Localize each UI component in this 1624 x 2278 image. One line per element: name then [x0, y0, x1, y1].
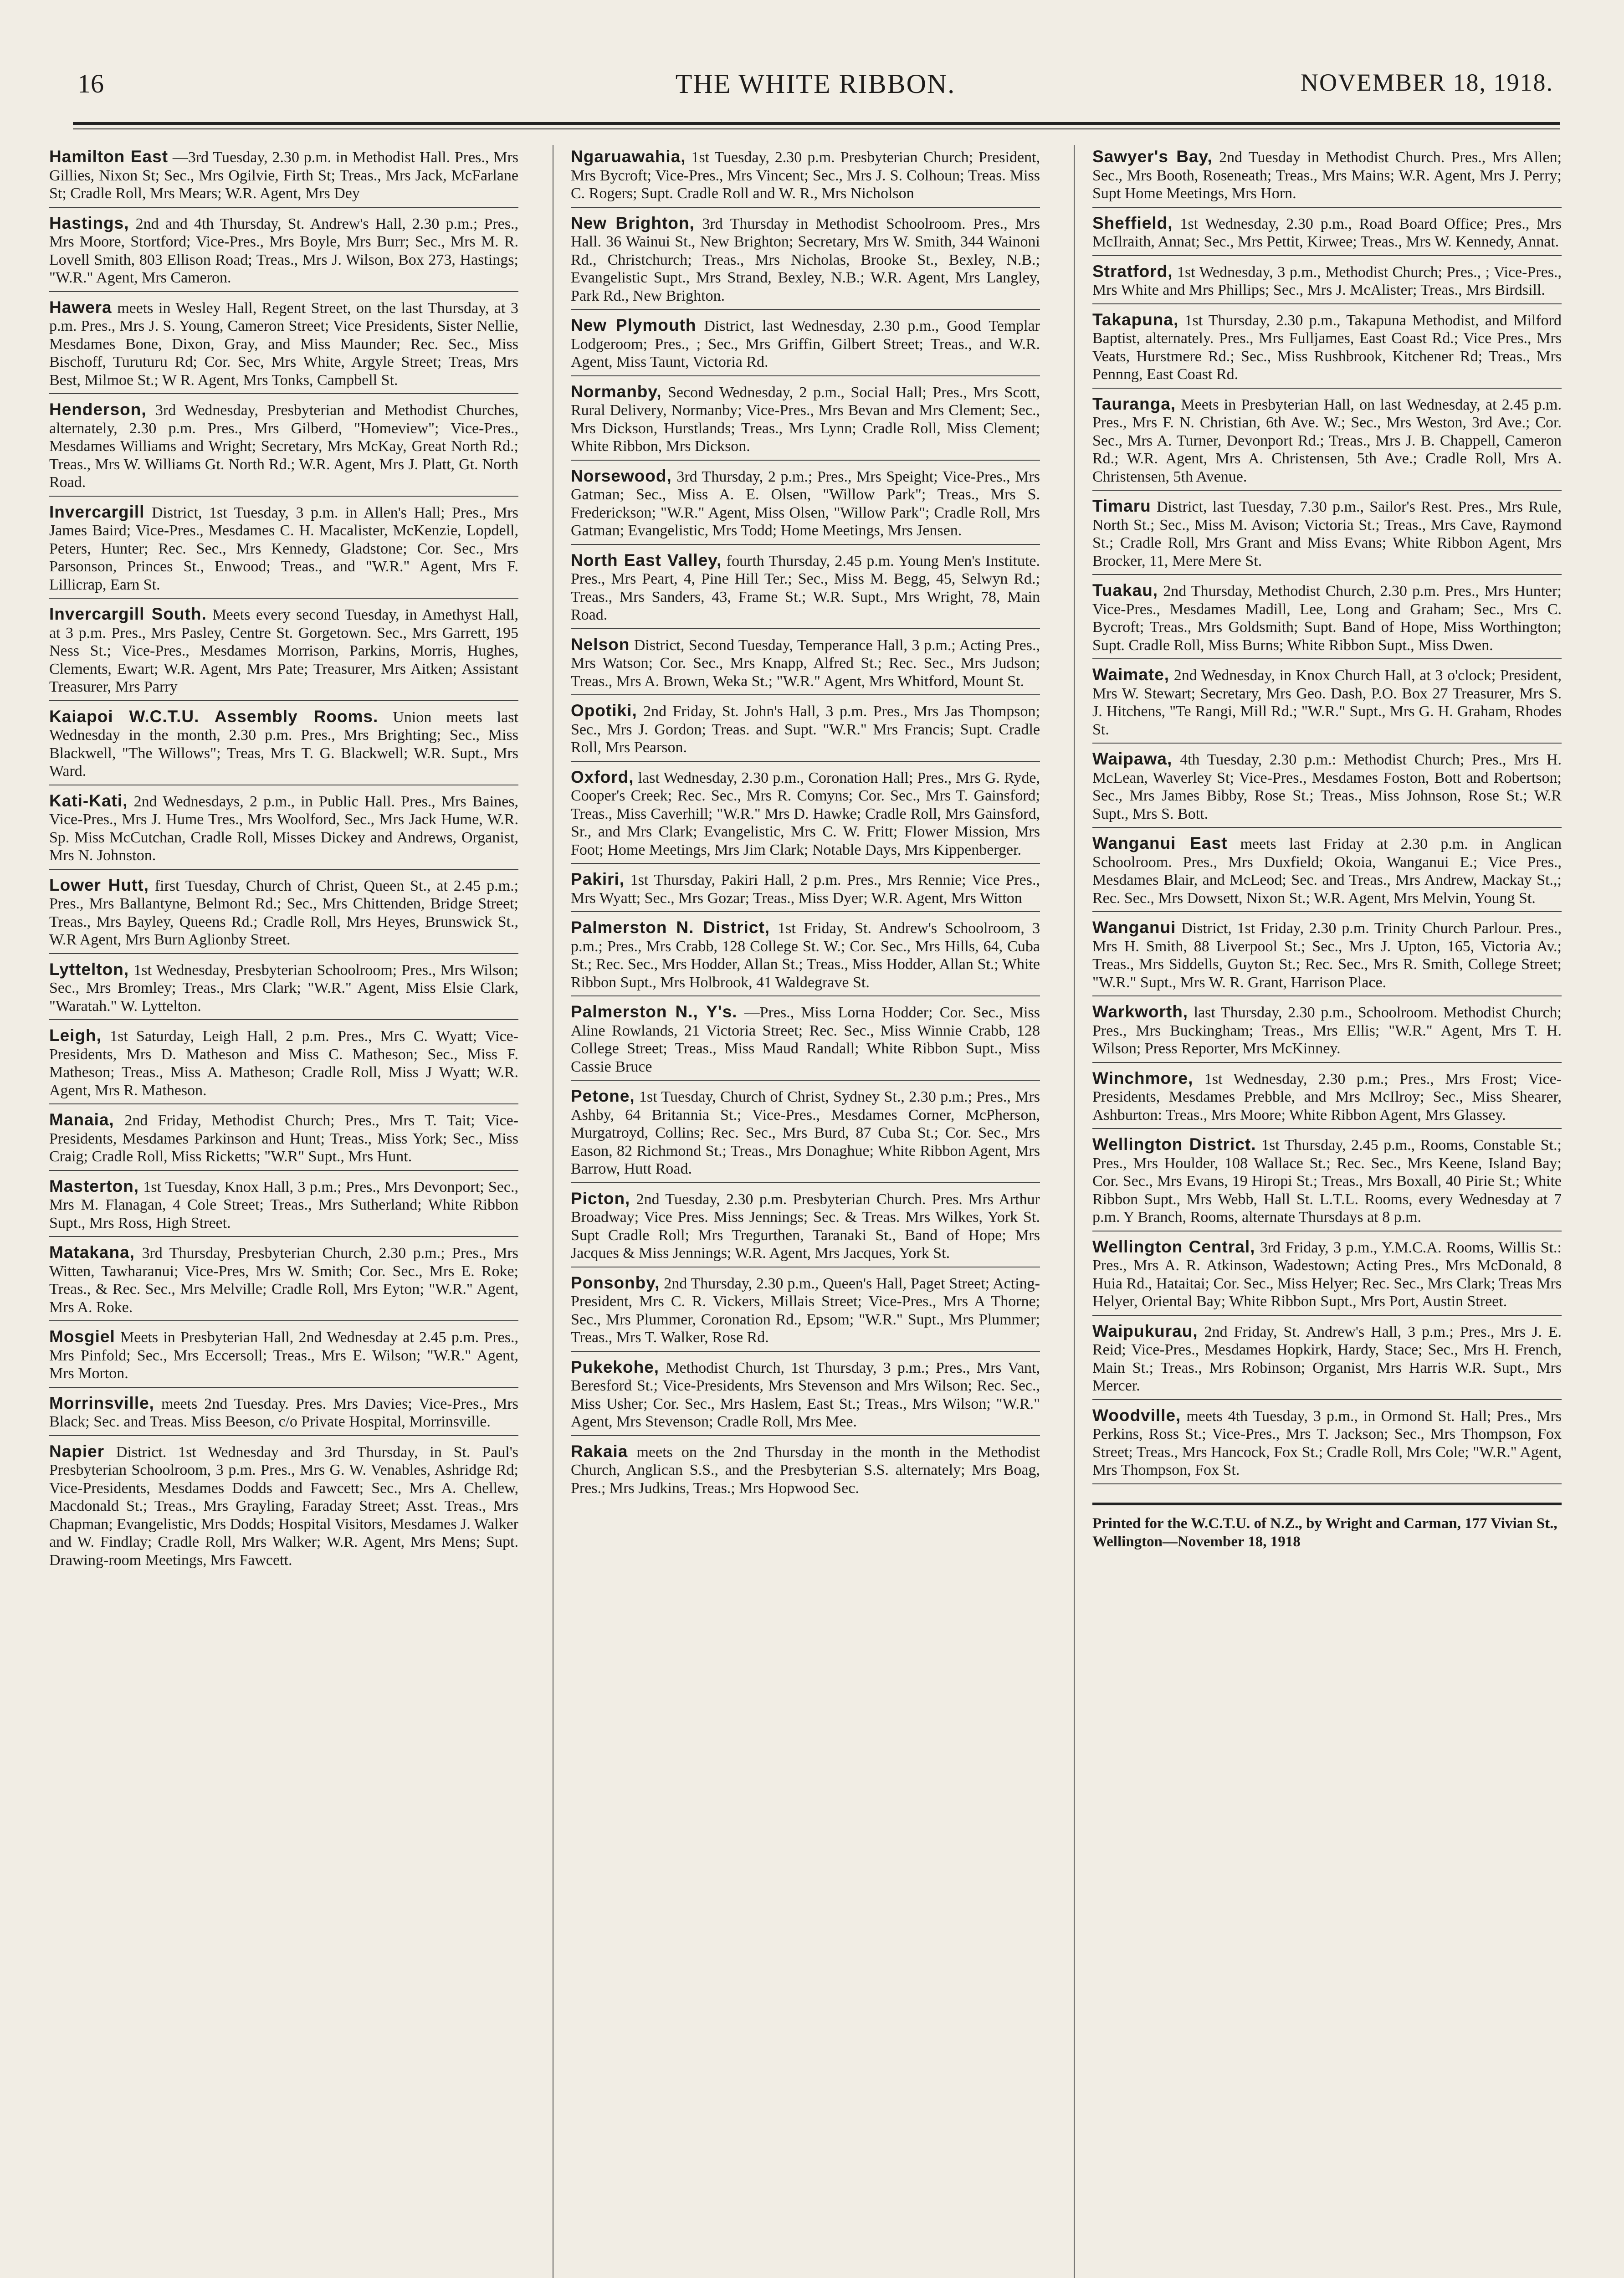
- branch-entry: [571, 867, 1040, 912]
- branch-details: 2nd Thursday, 2.30 p.m., Queen's Hall, Paget Street; Acting-President, Mrs C. R. Vickers, Millais Street; Vice-Pres., Mrs A Thorne; Sec., Mrs Plummer, Coronation Rd., Epsom; "W.R." Supt., Mrs Plummer; Treas., Mrs T. Walker, Rose Rd.: [571, 1275, 1040, 1346]
- branch-name: Kati-Kati,: [49, 791, 128, 810]
- branch-name: Picton,: [571, 1189, 630, 1208]
- branch-details: District, 1st Friday, 2.30 p.m. Trinity Church Parlour. Pres., Mrs H. Smith, 88 Liverpool St.; Sec., Mrs J. Upton, 165, Victoria Av.; Treas., Mrs Siddells, Guyton St.; Rec. Sec., Mrs R. Smith, College Street; "W.R." Supt., Mrs W. R. Grant, Harrison Place.: [1092, 920, 1562, 991]
- branch-details: 1st Wednesday, 2.30 p.m.; Pres., Mrs Frost; Vice-Presidents, Mesdames Prebble, and Mrs McIlroy; Sec., Miss Shearer, Ashburton: Treas., Mrs Moore; White Ribbon Agent, Mrs Glassey.: [1092, 1070, 1562, 1124]
- branch-details: 2nd Wednesdays, 2 p.m., in Public Hall. Pres., Mrs Baines, Vice-Pres., Mrs J. Hume Tres., Mrs Woolford, Sec., Mrs Jack Hume, W.R. Sp. Miss McCutchan, Cradle Roll, Misses Dickey and Andrews, Organist, Mrs N. Johnston.: [49, 793, 518, 864]
- branch-name: Invercargill South.: [49, 605, 207, 623]
- branch-entry: [49, 958, 518, 1021]
- branch-name: Morrinsville,: [49, 1393, 154, 1412]
- branch-name: Ngaruawahia,: [571, 147, 686, 166]
- branch-name: Ponsonby,: [571, 1273, 660, 1292]
- branch-details: meets 2nd Tuesday. Pres. Mrs Davies; Vice-Pres., Mrs Black; Sec. and Treas. Miss Beeson, c/o Private Hospital, Morrinsville.: [49, 1395, 518, 1430]
- branch-details: District, Second Tuesday, Temperance Hall, 3 p.m.; Acting Pres., Mrs Watson; Cor. Sec., Mrs Knapp, Alfred St.; Rec. Sec., Mrs Judson; Treas., Mrs A. Brown, Weka St.; "W.R." Agent, Mrs Whitford, Mount St.: [571, 636, 1040, 690]
- column-2: [571, 145, 1040, 2278]
- branch-details: 4th Tuesday, 2.30 p.m.: Methodist Church; Pres., Mrs H. McLean, Waverley St; Vice-Pres., Mesdames Foston, Bott and Robertson; Sec., Mrs James Bibby, Rose St.; Treas., Miss Johnson, Rose St.; W.R Supt., Mrs S. Bott.: [1092, 751, 1562, 822]
- branch-entry: [571, 1355, 1040, 1436]
- printer-note: Printed for the W.C.T.U. of N.Z., by Wright and Carman, 177 Vivian St., Wellington—November 18, 1918: [1092, 1503, 1562, 1551]
- branch-entry: [49, 602, 518, 701]
- branch-entry: [571, 1271, 1040, 1352]
- branch-entry: [1092, 1319, 1562, 1400]
- branch-entry: [49, 1024, 518, 1104]
- branch-entry: [49, 1440, 518, 1574]
- branch-details: last Wednesday, 2.30 p.m., Coronation Hall; Pres., Mrs G. Ryde, Cooper's Creek; Rec. Sec., Mrs R. Comyns; Cor. Sec., Mrs T. Gainsford; Treas., Miss Caverhill; "W.R." Mrs D. Hawke; Cradle Roll, Mrs Gainsford, Sr., and Mrs Clark; Evangelistic, Mrs C. W. Fritt; Flower Mission, Mrs Foot; Home Meetings, Mrs Jim Clark; Notable Days, Mrs Kippenberger.: [571, 769, 1040, 858]
- branch-name: Mosgiel: [49, 1327, 115, 1346]
- branch-entry: [49, 873, 518, 954]
- branch-details: 2nd and 4th Thursday, St. Andrew's Hall, 2.30 p.m.; Pres., Mrs Moore, Stortford; Vice-Pres., Mrs Boyle, Mrs Burr; Sec., Mrs M. R. Lovell Smith, 803 Ellison Road; Treas., Mrs J. Wilson, Box 273, Hastings; "W.R." Agent, Mrs Cameron.: [49, 215, 518, 286]
- branch-entry: [49, 500, 518, 599]
- branch-name: Waipawa,: [1092, 749, 1173, 768]
- branch-entry: [1092, 1067, 1562, 1129]
- branch-entry: [1092, 1000, 1562, 1063]
- branch-details: 2nd Tuesday in Methodist Church. Pres., Mrs Allen; Sec., Mrs Booth, Roseneath; Treas., Mrs Mains; W.R. Agent, Mrs J. Perry; Supt Home Meetings, Mrs Horn.: [1092, 149, 1562, 202]
- branch-name: Palmerston N. District,: [571, 918, 770, 937]
- branch-entry: [49, 398, 518, 497]
- branch-name: Warkworth,: [1092, 1002, 1189, 1021]
- branch-entry: [1092, 211, 1562, 256]
- branch-name: Leigh,: [49, 1026, 102, 1045]
- branch-entry: [1092, 663, 1562, 744]
- branch-entry: [571, 633, 1040, 696]
- column-1: [49, 145, 518, 2278]
- branch-name: Sawyer's Bay,: [1092, 147, 1213, 166]
- branch-details: District, 1st Tuesday, 3 p.m. in Allen's Hall; Pres., Mrs James Baird; Vice-Pres., Mesdames C. H. Macalister, McKenzie, Lopdell, Peters, Hunter; Rec. Sec., Mrs Kennedy, Gladstone; Cor. Sec., Mrs Parsonson, Princes St., Enwood; Treas., and "W.R." Agent, Mrs F. Lillicrap, Earn St.: [49, 504, 518, 593]
- branch-entry: [1092, 916, 1562, 996]
- branch-entry: [571, 145, 1040, 208]
- branch-name: Pukekohe,: [571, 1357, 660, 1376]
- branch-entry: [49, 1391, 518, 1436]
- branch-entry: [571, 916, 1040, 996]
- branch-details: Union meets last Wednesday in the month, 2.30 p.m. Pres., Mrs Brighting; Sec., Miss Blackwell, "The Willows"; Treas, Mrs T. G. Blackwell; W.R. Supt., Mrs Ward.: [49, 708, 518, 780]
- branch-name: Opotiki,: [571, 701, 637, 720]
- newspaper-title: THE WHITE RIBBON.: [675, 69, 956, 99]
- branch-details: District, last Tuesday, 7.30 p.m., Sailor's Rest. Pres., Mrs Rule, North St.; Sec., Miss M. Avison; Victoria St.; Treas., Mrs Cave, Raymond St.; Cradle Roll, Mrs Grant and Miss Evans; White Ribbon Agent, Mrs Brocker, 11, Mere Mere St.: [1092, 498, 1562, 570]
- branch-name: Oxford,: [571, 767, 634, 786]
- branch-details: 2nd Wednesday, in Knox Church Hall, at 3 o'clock; President, Mrs W. Stewart; Secretary, Mrs Geo. Dash, P.O. Box 27 Treasurer, Mrs S. J. Hitchens, "Te Rangi, Mill Rd.; "W.R." Supt., Mrs G. H. Graham, Rhodes St.: [1092, 667, 1562, 738]
- branch-name: Invercargill: [49, 502, 145, 521]
- branch-name: Wanganui: [1092, 918, 1176, 937]
- branch-name: Lyttelton,: [49, 959, 129, 979]
- branch-details: 1st Thursday, Pakiri Hall, 2 p.m. Pres., Mrs Rennie; Vice Pres., Mrs Wyatt; Sec., Mrs Gozar; Treas., Miss Dyer; W.R. Agent, Mrs Witton: [571, 872, 1040, 907]
- branch-name: New Brighton,: [571, 213, 695, 232]
- branch-name: Hamilton East: [49, 147, 169, 166]
- branch-name: Stratford,: [1092, 262, 1173, 281]
- branch-name: Matakana,: [49, 1243, 135, 1262]
- branch-entry: [49, 789, 518, 870]
- page-number: 16: [77, 69, 104, 98]
- branch-entry: [1092, 392, 1562, 491]
- branch-details: 2nd Friday, St. John's Hall, 3 p.m. Pres., Mrs Jas Thompson; Sec., Mrs J. Gordon; Treas. and Supt. "W.R." Mrs Francis; Supt. Cradle Roll, Mrs Pearson.: [571, 703, 1040, 756]
- branch-entry: [571, 549, 1040, 629]
- branch-entry: [571, 765, 1040, 864]
- branch-name: Napier: [49, 1442, 105, 1461]
- branch-details: 1st Tuesday, Church of Christ, Sydney St., 2.30 p.m.; Pres., Mrs Ashby, 64 Britannia St.; Vice-Pres., Mesdames Corner, McPherson, Murgatroyd, Collins; Rec. Sec., Mrs Burd, 87 Cuba St.; Cor. Sec., Mrs Eason, 82 Richmond St.; Treas., Mrs Donaghue; White Ribbon Agent, Mrs Barrow, Hutt Road.: [571, 1088, 1040, 1177]
- branch-details: 3rd Wednesday, Presbyterian and Methodist Churches, alternately, 2.30 p.m. Pres., Mrs Gilberd, "Homeview"; Vice-Pres., Mesdames Williams and Wright; Secretary, Mrs McKay, Great North Rd.; Treas., Mrs W. Williams Gt. North Rd.; W.R. Agent, Mrs J. Platt, Gt. North Road.: [49, 402, 518, 491]
- branch-name: Palmerston N., Y's.: [571, 1002, 738, 1021]
- branch-details: meets in Wesley Hall, Regent Street, on the last Thursday, at 3 p.m. Pres., Mrs J. S. Young, Cameron Street; Vice Presidents, Sister Nellie, Mesdames Bone, Dixon, Gray, and Miss Maunder; Rec. Sec., Miss Bischoff, Turuturu Rd; Cor. Sec, Mrs White, Argyle Street; Treas, Mrs Best, Milmoe St.; W R. Agent, Mrs Tonks, Campbell St.: [49, 299, 518, 389]
- branch-details: 1st Wednesday, 2.30 p.m., Road Board Office; Pres., Mrs McIlraith, Annat; Sec., Mrs Pettit, Kirwee; Treas., Mrs W. Kennedy, Annat.: [1092, 215, 1562, 250]
- branch-name: Takapuna,: [1092, 310, 1179, 329]
- branch-name: Kaiapoi W.C.T.U. Assembly Rooms.: [49, 707, 379, 726]
- branch-details: first Tuesday, Church of Christ, Queen St., at 2.45 p.m.; Pres., Mrs Ballantyne, Belmont Rd.; Sec., Mrs Chittenden, Bridge Street; Treas., Mrs Bayley, Queens Rd.; Cradle Roll, Mrs Heyes, Brunswick St., W.R Agent, Mrs Burn Aglionby Street.: [49, 877, 518, 948]
- branch-entry: [49, 1108, 518, 1171]
- branch-name: Wellington Central,: [1092, 1237, 1255, 1256]
- branch-entry: [49, 211, 518, 292]
- branch-entry: [49, 1241, 518, 1321]
- branch-entry: [1092, 1133, 1562, 1231]
- branch-details: 2nd Tuesday, 2.30 p.m. Presbyterian Church. Pres. Mrs Arthur Broadway; Vice Pres. Miss Jennings; Sec. & Treas. Mrs Wilkes, York St. Supt Cradle Roll; Mrs Tregurthen, Taranaki St., Band of Hope; Mrs Jacques & Miss Jennings; W.R. Agent, Mrs Jacques, York St.: [571, 1190, 1040, 1262]
- branch-details: —3rd Tuesday, 2.30 p.m. in Methodist Hall. Pres., Mrs Gillies, Nixon St; Sec., Mrs Ogilvie, Firth St; Treas., Mrs Jack, McFarlane St; Cradle Roll, Mrs Mears; W.R. Agent, Mrs Dey: [49, 149, 518, 202]
- branch-name: Woodville,: [1092, 1406, 1181, 1425]
- branch-name: New Plymouth: [571, 316, 697, 334]
- branch-entry: [571, 211, 1040, 310]
- branch-details: 1st Friday, St. Andrew's Schoolroom, 3 p.m.; Pres., Mrs Crabb, 128 College St. W.; Cor. Sec., Mrs Hills, 64, Cuba St.; Rec. Sec., Mrs Hodder, Allan St.; Treas., Miss Hodder, Allan St.; White Ribbon Supt., Mrs Holbrook, 41 Waldegrave St.: [571, 920, 1040, 991]
- branch-entry: [49, 705, 518, 785]
- branch-name: Masterton,: [49, 1176, 139, 1195]
- branch-name: Hastings,: [49, 213, 129, 232]
- branch-entry: [1092, 579, 1562, 659]
- branch-details: 1st Tuesday, Knox Hall, 3 p.m.; Pres., Mrs Devonport; Sec., Mrs M. Flanagan, 4 Cole Street; Treas., Mrs Sutherland; White Ribbon Supt., Mrs Ross, High Street.: [49, 1178, 518, 1231]
- branch-entry: [49, 145, 518, 208]
- branch-entry: [1092, 260, 1562, 304]
- branch-details: District, last Wednesday, 2.30 p.m., Good Templar Lodgeroom; Pres., ; Sec., Mrs Griffin, Gilbert Street; Treas., and W.R. Agent, Miss Taunt, Victoria Rd.: [571, 318, 1040, 370]
- branch-name: Waimate,: [1092, 665, 1170, 684]
- branch-name: Pakiri,: [571, 870, 625, 888]
- branch-entry: [1092, 831, 1562, 912]
- branch-entry: [49, 1325, 518, 1388]
- branch-name: North East Valley,: [571, 550, 722, 570]
- branch-details: 1st Thursday, 2.30 p.m., Takapuna Methodist, and Milford Baptist, alternately. Pres., Mrs Fulljames, East Coast Rd.; Vice Pres., Mrs Veats, Hurstmere Rd.; Sec., Miss Rushbrook, Kitchener Rd; Treas., Mrs Pennng, East Coast Rd.: [1092, 312, 1562, 383]
- branch-name: Nelson: [571, 635, 630, 654]
- branch-entry: [1092, 747, 1562, 828]
- branch-details: 1st Wednesday, 3 p.m., Methodist Church; Pres., ; Vice-Pres., Mrs White and Mrs Phillips; Sec., Mrs J. McAlister; Treas., Mrs Birdsill.: [1092, 263, 1562, 298]
- branch-name: Rakaia: [571, 1442, 628, 1461]
- branch-details: —Pres., Miss Lorna Hodder; Cor. Sec., Miss Aline Rowlands, 21 Victoria Street; Rec. Sec., Miss Winnie Crabb, 128 College Street; Treas., Miss Maud Randall; White Ribbon Supt., Miss Cassie Bruce: [571, 1004, 1040, 1075]
- branch-details: last Thursday, 2.30 p.m., Schoolroom. Methodist Church; Pres., Mrs Buckingham; Treas., Mrs Ellis; "W.R." Agent, Mrs T. H. Wilson; Press Reporter, Mrs McKinney.: [1092, 1004, 1562, 1057]
- branch-details: meets 4th Tuesday, 3 p.m., in Ormond St. Hall; Pres., Mrs Perkins, Ross St.; Vice-Pres., Mrs T. Jackson; Sec., Mrs Thompson, Fox Street; Treas., Mrs Hancock, Fox St.; Cradle Roll, Mrs Cole; "W.R." Agent, Mrs Thompson, Fox St.: [1092, 1407, 1562, 1478]
- page-header: [77, 68, 1553, 105]
- branch-name: Waipukurau,: [1092, 1321, 1198, 1340]
- branch-details: meets on the 2nd Thursday in the month in the Methodist Church, Anglican S.S., and the Presbyterian S.S. alternately; Mrs Boag, Pres.; Mrs Judkins, Treas.; Mrs Hopwood Sec.: [571, 1443, 1040, 1497]
- branch-name: Manaia,: [49, 1110, 114, 1129]
- branch-details: Second Wednesday, 2 p.m., Social Hall; Pres., Mrs Scott, Rural Delivery, Normanby; Vice-Pres., Mrs Bevan and Mrs Clement; Sec., Mrs Dickson, Hurstlands; Treas., Mrs Lynn; Cradle Roll, Miss Clement; White Ribbon, Mrs Dickson.: [571, 384, 1040, 455]
- branch-name: Winchmore,: [1092, 1068, 1194, 1088]
- branch-details: 3rd Friday, 3 p.m., Y.M.C.A. Rooms, Willis St.: Pres., Mrs A. R. Atkinson, Wadestown; Acting Pres., Mrs McDonald, 8 Huia Rd., Hataitai; Cor. Sec., Miss Helyer; Rec. Sec., Mrs Clark; Treas Mrs Helyer, Oriental Bay; White Ribbon Supt., Mrs Port, Austin Street.: [1092, 1239, 1562, 1310]
- branch-entry: [1092, 1404, 1562, 1484]
- branch-name: Tauranga,: [1092, 394, 1176, 413]
- branch-entry: [571, 464, 1040, 545]
- branch-name: Tuakau,: [1092, 581, 1158, 600]
- branch-details: Meets in Presbyterian Hall, 2nd Wednesday at 2.45 p.m. Pres., Mrs Pinfold; Sec., Mrs Eccersoll; Treas., Mrs E. Wilson; "W.R." Agent, Mrs Morton.: [49, 1329, 518, 1382]
- branch-details: 2nd Thursday, Methodist Church, 2.30 p.m. Pres., Mrs Hunter; Vice-Pres., Mesdames Madill, Lee, Long and Graham; Sec., Mrs C. Bycroft; Treas., Mrs Goldsmith; Supt. Band of Hope, Miss Worthington; Supt. Cradle Roll, Miss Burns; White Ribbon Supt., Miss Dwen.: [1092, 583, 1562, 654]
- branch-details: District. 1st Wednesday and 3rd Thursday, in St. Paul's Presbyterian Schoolroom, 3 p.m. Pres., Mrs G. W. Venables, Ashridge Rd; Vice-Presidents, Mesdames Dodds and Fawcett; Sec., Mrs A. Chellew, Macdonald St.; Treas., Mrs Grayling, Faraday Street; Asst. Treas., Mrs Chapman; Evangelistic, Mrs Dodds; Hospital Visitors, Mesdames J. Walker and W. Findlay; Cradle Roll, Mrs Walker; W.R. Agent, Mrs Mens; Supt. Drawing-room Meetings, Mrs Fawcett.: [49, 1443, 518, 1569]
- branch-entry: [571, 1440, 1040, 1502]
- branch-details: 2nd Friday, Methodist Church; Pres., Mrs T. Tait; Vice-Presidents, Mesdames Parkinson and Hunt; Treas., Miss York; Sec., Miss Craig; Cradle Roll, Miss Ricketts; "W.R" Supt., Mrs Hunt.: [49, 1112, 518, 1165]
- branch-name: Lower Hutt,: [49, 875, 149, 894]
- branch-name: Petone,: [571, 1087, 635, 1105]
- branch-entry: [571, 1084, 1040, 1183]
- branch-details: 1st Tuesday, 2.30 p.m. Presbyterian Church; President, Mrs Bycroft; Vice-Pres., Mrs Vincent; Sec., Mrs J. S. Colhoun; Treas. Miss C. Rogers; Supt. Cradle Roll and W. R., Mrs Nicholson: [571, 149, 1040, 202]
- branch-name: Henderson,: [49, 400, 147, 419]
- branch-entry: [1092, 145, 1562, 208]
- branch-entry: [49, 296, 518, 395]
- header-rule: [73, 122, 1560, 125]
- branch-name: Wanganui East: [1092, 834, 1228, 852]
- branch-details: Methodist Church, 1st Thursday, 3 p.m.; Pres., Mrs Vant, Beresford St.; Vice-Presidents, Mrs Stevenson and Mrs Wilson; Rec. Sec., Miss Usher; Cor. Sec., Mrs Haslem, East St.; Treas., Mrs Wilson; "W.R." Agent, Mrs Stevenson; Cradle Roll, Mrs Mee.: [571, 1359, 1040, 1430]
- branch-name: Timaru: [1092, 497, 1151, 515]
- branch-name: Hawera: [49, 298, 112, 317]
- branch-details: Meets in Presbyterian Hall, on last Wednesday, at 2.45 p.m. Pres., Mrs F. N. Christian, 6th Ave. W.; Sec., Mrs Weston, 3rd Ave.; Cor. Sec., Mrs A. Turner, Devonport Rd.; Treas., Mrs J. B. Chappell, Cameron Rd.; W.R. Agent, Mrs A. Christensen, 5th Ave.; Cradle Roll, Mrs A. Christensen, 5th Avenue.: [1092, 396, 1562, 485]
- branch-entry: [571, 699, 1040, 762]
- branch-entry: [571, 1000, 1040, 1081]
- branch-name: Norsewood,: [571, 466, 672, 485]
- issue-date: NOVEMBER 18, 1918.: [1300, 69, 1553, 96]
- branch-entry: [49, 1175, 518, 1237]
- branch-details: 1st Wednesday, Presbyterian Schoolroom; Pres., Mrs Wilson; Sec., Mrs Bromley; Treas., Mrs Clark; "W.R." Agent, Miss Elsie Clark, "Waratah." W. Lyttelton.: [49, 961, 518, 1015]
- branch-entry: [571, 313, 1040, 376]
- branch-entry: [1092, 494, 1562, 575]
- branch-details: 3rd Thursday in Methodist Schoolroom. Pres., Mrs Hall. 36 Wainui St., New Brighton; Secretary, Mrs W. Smith, 344 Wainoni Rd., Christchurch; Treas., Mrs Nicholas, Brooke St., Bexley, N.B.; Evangelistic Supt., Mrs Strand, Bexley, N.B.; W.R. Agent, Mrs Langley, Park Rd., New Brighton.: [571, 215, 1040, 304]
- branch-details: 1st Saturday, Leigh Hall, 2 p.m. Pres., Mrs C. Wyatt; Vice-Presidents, Mrs D. Matheson and Miss C. Matheson; Sec., Miss F. Matheson; Treas., Miss A. Matheson; Cradle Roll, Miss J Wyatt; W.R. Agent, Mrs R. Matheson.: [49, 1028, 518, 1099]
- column-divider: [1074, 145, 1075, 2278]
- branch-entry: [1092, 308, 1562, 389]
- branch-details: 3rd Thursday, Presbyterian Church, 2.30 p.m.; Pres., Mrs Witten, Tawharanui; Vice-Pres, Mrs W. Smith; Cor. Sec., Mrs E. Roke; Treas., & Rec. Sec., Mrs Melville; Cradle Roll, Mrs Eyton; "W.R." Agent, Mrs A. Roke.: [49, 1245, 518, 1316]
- branch-name: Normanby,: [571, 382, 662, 401]
- header-rule-thin: [73, 128, 1560, 129]
- branch-details: 3rd Thursday, 2 p.m.; Pres., Mrs Speight; Vice-Pres., Mrs Gatman; Sec., Miss A. E. Olsen, "Willow Park"; Treas., Mrs S. Frederickson; "W.R." Agent, Miss Olsen, "Willow Park"; Cradle Roll, Mrs Gatman; Evangelistic, Mrs Todd; Home Meetings, Mrs Jensen.: [571, 468, 1040, 539]
- branch-details: 2nd Friday, St. Andrew's Hall, 3 p.m.; Pres., Mrs J. E. Reid; Vice-Pres., Mesdames Hopkirk, Hardy, Stace; Sec., Mrs H. French, Main St.; Treas., Mrs Robinson; Organist, Mrs Harris W.R. Supt., Mrs Mercer.: [1092, 1323, 1562, 1394]
- branch-details: fourth Thursday, 2.45 p.m. Young Men's Institute. Pres., Mrs Peart, 4, Pine Hill Ter.; Sec., Miss M. Begg, 45, Selwyn Rd.; Treas., Mrs Sanders, 43, Frame St.; W.R. Supt., Mrs Wright, 78, Main Road.: [571, 552, 1040, 623]
- branch-entry: [571, 1187, 1040, 1267]
- branch-details: 1st Thursday, 2.45 p.m., Rooms, Constable St.; Pres., Mrs Houlder, 108 Wallace St.; Rec. Sec., Mrs Keene, Island Bay; Cor. Sec., Mrs Evans, 19 Hiropi St.; Treas., Mrs Boxall, 40 Pirie St.; White Ribbon Supt., Mrs Webb, Hall St. L.T.L. Rooms, every Wednesday at 7 p.m. Y Branch, Rooms, alternate Thursdays at 8 p.m.: [1092, 1137, 1562, 1226]
- branch-name: Wellington District.: [1092, 1135, 1256, 1154]
- branch-entry: [1092, 1235, 1562, 1316]
- branch-name: Sheffield,: [1092, 213, 1173, 232]
- column-3: [1092, 145, 1562, 2278]
- branch-details: Meets every second Tuesday, in Amethyst Hall, at 3 p.m. Pres., Mrs Pasley, Centre St. Gorgetown. Sec., Mrs Garrett, 195 Ness St.; Vice-Pres., Mesdames Morrison, Parkins, Morris, Hughes, Clements, Ewart; W.R. Agent, Mrs Pate; Treasurer, Mrs Aitken; Assistant Treasurer, Mrs Parry: [49, 606, 518, 695]
- branch-details: meets last Friday at 2.30 p.m. in Anglican Schoolroom. Pres., Mrs Duxfield; Okoia, Wanganui E.; Vice Pres., Mesdames Blair, and McLeod; Sec. and Treas., Mrs Andrew, Mackay St.,; Rec. Sec., Mrs Dowsett, Nixon St.; W.R. Agent, Mrs Melvin, Young St.: [1092, 836, 1562, 907]
- branch-entry: [571, 380, 1040, 461]
